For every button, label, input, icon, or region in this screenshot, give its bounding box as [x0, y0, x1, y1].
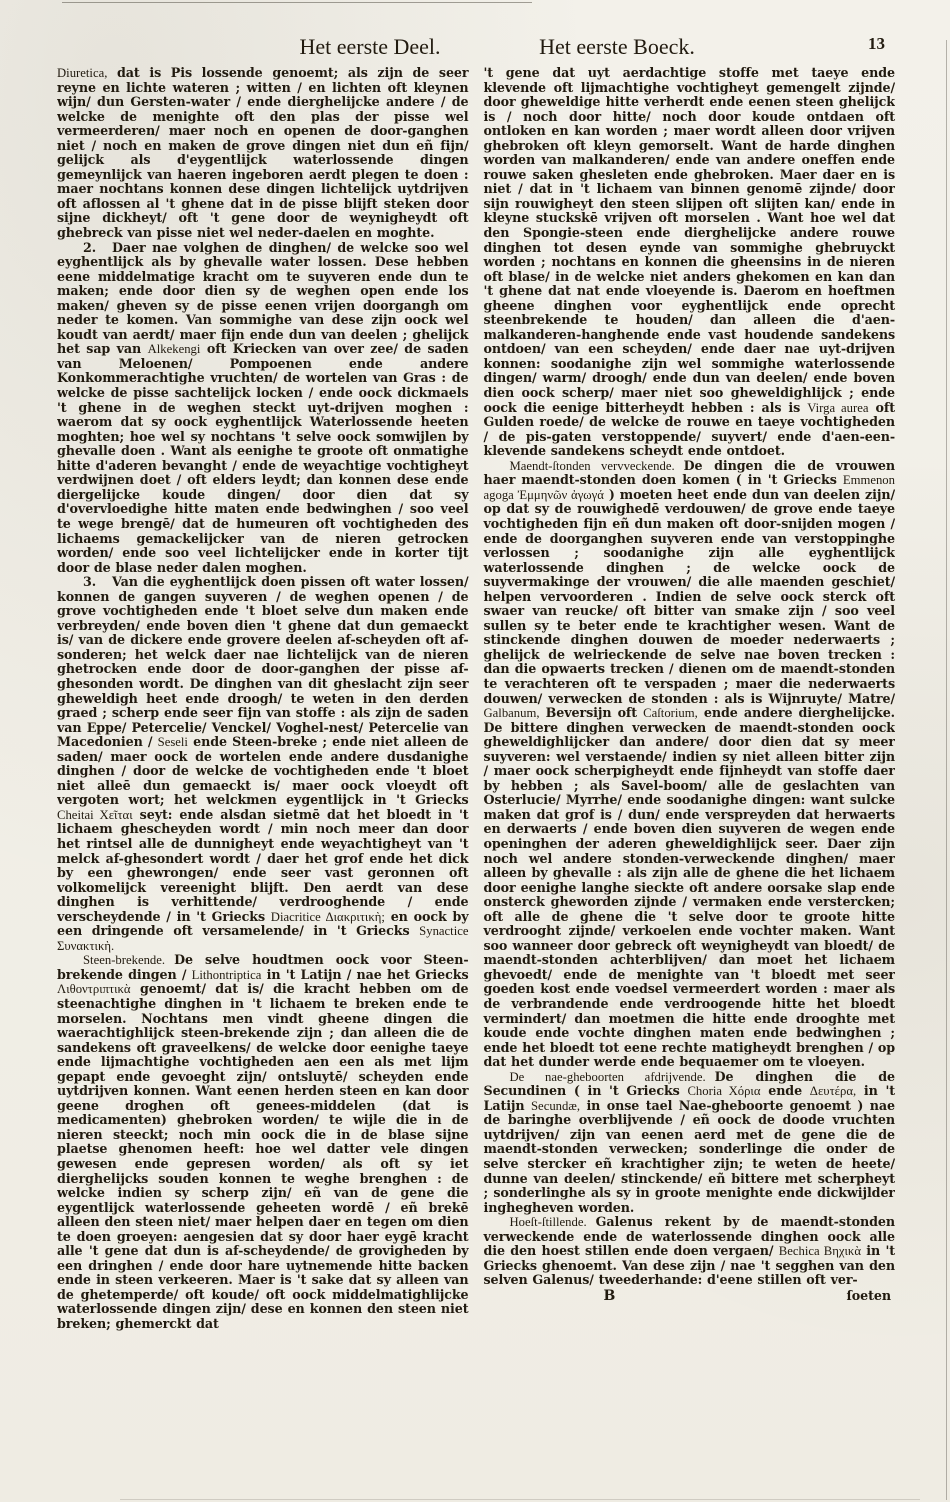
text-segment-roman: Lithontriptica	[191, 967, 262, 982]
text-segment-gothic: in 't Latijn / nae het Griecks	[261, 966, 469, 982]
running-header-book-title: Het eerste Boeck.	[539, 34, 695, 59]
text-segment-roman: Alkekengi	[147, 342, 201, 357]
text-segment-roman: Choria Χόρια	[687, 1084, 761, 1099]
paragraph-lead-heading: Maendt-ſtonden vervveckende.	[509, 458, 675, 473]
text-segment-roman: Λιθοντριπτικὰ	[57, 982, 131, 997]
catchword: ſoeten	[846, 1287, 891, 1303]
running-header	[0, 34, 950, 64]
text-segment-roman: Caſtorium,	[643, 706, 698, 721]
text-segment-roman: Secundæ,	[531, 1098, 580, 1113]
paragraph	[57, 66, 469, 241]
text-segment-gothic: ende Steen-breke ; ende niet alleen de saden/ maer oock de wortelen ende andere dusdanighe dinghen / door de welcke de vochtigheden ende 't bloet niet alleē dun gemaeckt is/ maer oock vloeydt oft vergoten wort; het welckmen eygentlijck in 't Griecks	[57, 734, 469, 808]
paragraph	[57, 241, 469, 576]
text-segment-gothic: ) moeten heet ende dun van deelen zijn/ op dat sy de rouwighedē verdouwen/ de grove ende taeye vochtigheden fijn eñ dun maken oft door-snijden mogen / ende de doorganghen suyveren ende van verstoppinghe verlossen ; soodanighe zijn alle eyghentlijck waterlossende dinghen ; de welcke oock de suyvermakinge der vrouwen/ die alle maenden geschiet/ helpen vervoorderen . Indien de selve oock sterck oft swaer van reucke/ oft bitter van smake zijn / soo veel sullen sy te beter ende te krachtigher wesen. Want de stinckende dinghen douwen de moeder nederwaerts ; ghelijck de welrieckende de selve nae boven trecken : dan die opwaerts trecken / dienen om de maendt-stonden te verachteren oft te verspaden ; maer die nederwaerts douwen/ verwecken de stonden : als is Wijnruyte/ Matre/	[483, 486, 895, 706]
text-segment-roman: Galbanum,	[483, 706, 540, 721]
text-segment-gothic: Van die eyghentlijck doen pissen oft water lossen/ konnen de gangen suyveren / de weghen openen / de grove vochtigheden ende 't bloet selve dun maken ende verbreyden/ ende boven dien 't ghene dat dun gemaeckt is/ van de dickere ende grovere deelen af-scheyden oft af-sonderen; het welck daer nae lichtelijck van de nieren ghetrocken ende door de door-ganghen der pisse af-ghesonden wordt. De dinghen van dit gheslacht zijn seer gheweldigh heet ende droogh/ te weten in den derden graed ; scherp ende seer fijn van stoffe : als zijn de saden van Eppe/ Petercelie/ Venckel/ Voghel-nest/ Petercelie van Macedonien /	[57, 574, 469, 750]
paragraph-lead-heading: Steen-brekende.	[83, 953, 166, 968]
scan-edge-top	[62, 2, 532, 3]
text-segment-gothic: genoemt/ dat is/ die kracht hebben om de steenachtighe dinghen in 't lichaem te breken ende te morselen. Nochtans men vindt gheene dingen die waerachtighlijck steen-brekende zijn ; dan alleen die de sandekens oft graveelkens/ de welcke door eenighe taeye ende lijmachtighe vochtigheden aen een als met lijm gepapt ende gevoeght zijn/ ontsluytē/ scheyden ende uytdrijven konnen. Want eenen herden steen en kan door geene droghen oft genees-middelen (dat is medicamenten) ghebroken worden/ te wijle die in de nieren steeckt; noch min oock die in de blase sijne plaetse ghenomen heeft: hoe wel datter vele dingen gewesen ende gepresen worden/ als oft sy iet dierghelijcks souden konnen te weghe brenghen : de welcke indien sy scherp zijn/ eñ van de gene die eygentlijck waterlossende geheeten wordē / eñ brekē alleen den steen niet/ maer helpen daer en tegen om dien te doen groeyen: aengesien dat sy door haer eygē kracht alle 't gene dat dun is af-scheydende/ de grovigheden by een dringhen / ende door hare uytnemende hitte backen ende in steen verkeeren. Maer is 't sake dat sy alleen van de ghetemperde/ oft koude/ oft oock middelmatighlijcke waterlossende dingen zijn/ dese en konnen den steen niet breken; ghemerckt dat	[57, 981, 469, 1332]
paragraph	[484, 1070, 896, 1215]
paragraph-number: 2.	[83, 239, 97, 255]
text-segment-gothic: oft Kriecken van over zee/ de saden van Meloenen/ Pompoenen ende andere Konkommerachtighe vruchten/ de wortelen van Gras : de welcke de pisse sachtelijck locken / ende oock dickmaels 't ghene in de weghen steckt uyt-drijven moghen : waerom dat sy oock eyghentlijck Waterlossende heeten moghten; hoe wel sy nochtans 't selve oock somwijlen by ghevalle doen . Want als eenighe te groote oft onmatighe hitte d'aderen bevanght / ende de weyachtige vochtigheyt verdwijnen doet / oft elders leydt; dan konnen dese ende diergelijcke koude dingen/ door dien dat sy d'overvloedighe hitte maten ende bedwinghen / soo veel te wege brengē/ dat de humeuren oft vochtigheden des lichaems gemackelijcker van de nieren getrocken worden/ ende soo veel lichtelijcker ende in korter tijt door de blase neder dalen moghen.	[57, 341, 469, 575]
text-segment-roman: Synactice Συνακτικὴ.	[57, 924, 469, 953]
text-segment-gothic: Galenus rekent by de maendt-stonden verweckende ende de waterlossende dinghen oock alle die den hoest stillen ende doen vergaen/	[483, 1214, 895, 1259]
text-segment-gothic: dat is Pis lossende genoemt; als zijn de seer reyne en lichte wateren ; witten / en lichten oft kleynen wijn/ dun Gersten-water / ende dierghelijcke andere / de welcke de menighte oft den plas der pisse wel vermeerderen/ maer noch en openen de door-ganghen niet / noch en maken de grove dingen niet dun eñ fijn/ gelijck als d'eygentlijck waterlossende dingen gemeynlijck van haeren ingeboren aerdt plegen te doen : maer nochtans konnen dese dingen lichtelijck uytdrijven oft aflossen al 't ghene dat in de pisse blijft steken door sijne dickheyt/ oft 't gene door de weynigheydt oft ghebreck van pisse niet wel neder-daelen en moghte.	[57, 66, 469, 241]
text-segment-gothic: Beversijn oft	[539, 705, 644, 721]
text-segment-gothic: in 't Latijn	[483, 1083, 895, 1113]
page-number: 13	[868, 34, 885, 53]
column-right	[484, 66, 896, 1466]
paragraph	[484, 66, 896, 459]
text-segment-gothic: De dinghen die de Secundinen ( in 't Griecks	[483, 1068, 895, 1099]
scan-edge-bottom	[120, 1499, 920, 1500]
text-segment-roman: Seseli	[157, 735, 188, 750]
signature-mark: B	[603, 1287, 616, 1304]
text-segment-gothic: 't gene dat uyt aerdachtige stoffe met taeye ende klevende oft lijmachtighe vochtigheyt gemengelt zijnde/ door gheweldige hitte verherdt ende eenen steen ghelijck is / noch door hitte/ noch door koude ontdaen oft ontloken en kan worden ; maer wordt alleen door vrijven ghebroken oft kleyn gemorselt. Want de harde dinghen worden van malkanderen/ ende van andere oneffen ende rouwe saken ghesleten ende ghebroken. Maer daer en is niet / dat in 't lichaem van binnen genomē zijnde/ door sijn rouwigheyt den steen slijpen oft slijten kan/ ende in kleyne stuckskē vrijven oft morselen . Want hoe wel dat den Spongie-steen ende dierghelijcke andere rouwe dinghen tot desen eynde van sommighe ghebruyckt worden ; nochtans en konnen die gheensins in de nieren oft blase/ in de welcke niet anders ghekomen en kan dan 't ghene dat nat ende vloeyende is. Daerom en hoeftmen gheene dinghen voor eyghentlijck ende oprecht steenbrekende te houden/ dan alleen die d'aen-malkanderen-hanghende ende vast houdende sandekens ontdoen/ van een scheyden/ ende daer nae uyt-drijven konnen: soodanighe zijn wel sommighe waterlossende dingen/ warm/ droogh/ ende dun van deelen/ ende boven dien oock scherp/ maer niet soo gheweldighlijck ; ende oock die eenige bitterheydt hebben : als is	[483, 66, 895, 415]
column-left	[57, 66, 469, 1466]
text-segment-roman: Cheitai Χεῖται	[57, 807, 133, 822]
paragraph-lead-heading: De nae-gheboorten afdrijvende.	[509, 1069, 706, 1084]
text-segment-roman: Diuretica,	[57, 66, 108, 80]
text-body	[57, 66, 895, 1466]
text-segment-roman: Diacritice Διακριτικὴ;	[270, 909, 385, 924]
text-segment-gothic: De dingen die de vrouwen haer maendt-stonden doen komen ( in 't Griecks	[483, 457, 895, 488]
paragraph-number: 3.	[83, 574, 97, 590]
paragraph	[57, 575, 469, 953]
text-segment-gothic: ende andere dierghelijcke. De bittere dinghen verwecken de maendt-stonden oock gheweldighlijcker dan andere/ door dien dat sy meer suyveren: wel verstaende/ indien sy niet alleen bitter zijn / maer oock scherpigheydt ende fijnheydt van stoffe daer by hebben ; als Savel-boom/ alle de geslachten van Osterlucie/ Myrrhe/ ende soodanighe dingen: want sulcke maken dat grof is / dun/ ende verspreyden dat herwaerts en derwaerts / ende boven dien suyveren de wegen ende openinghen der aderen gheweldighlijck seer. Daer zijn noch wel andere stonden-verweckende dinghen/ maer alleen by ghevalle : als zijn alle de ghene die het lichaem door eenighe langhe sieckte oft andere oorsake slap ende onsterck gheworden zijnde / vermaken ende verstercken; oft alle de ghene die 't selve door te groote hitte verdrooght zijnde/ verkoelen ende vochter maken. Want soo wanneer door gebreck oft weynigheydt van bloedt/ de maendt-stonden achterblijven/ dan moet het lichaem ghevoedt/ ende de menighte van 't bloedt met seer goeden kost ende voedsel vermeerdert worden : maer als de verbrandende ende verdroogende hitte het bloedt vermindert/ dan moetmen die hitte ende drooghte met koude ende vochte dinghen maten ende bedwinghen ; ende het bloedt tot eene rechte matigheydt brenghen / op dat het dunder werde ende bequaemer om te vloeyen.	[483, 705, 895, 1070]
text-segment-roman: Bechica Βηχικὰ	[778, 1244, 861, 1259]
text-segment-gothic: in 't Griecks ghenoemt. Van dese zijn / nae 't segghen van den selven Galenus/ tweederhande: d'eene stillen oft ver-	[483, 1243, 895, 1288]
running-header-part-title: Het eerste Deel.	[299, 34, 441, 59]
text-segment-gothic: ende	[760, 1083, 810, 1099]
text-segment-roman: Δευτέρα,	[809, 1084, 857, 1099]
text-segment-roman: Emmenon agoga Ἐμμηνῶν ἀγωγά	[483, 473, 895, 502]
paragraph	[57, 953, 469, 1331]
text-segment-gothic: Daer nae volghen de dinghen/ de welcke soo wel eyghentlijck als by ghevalle water lossen. Dese hebben eene middelmatige kracht om te suyveren ende dun te maken; ende door dien sy de weghen open ende los maken/ gheven sy de pisse eenen vrijen doorgangh om neder te komen. Van sommighe van dese zijn oock wel koudt van aerdt/ maer fijn ende dun van deelen ; ghelijck het sap van	[57, 239, 469, 357]
paragraph	[484, 459, 896, 1070]
text-segment-gothic: seyt: ende alsdan sietmē dat het bloedt in 't lichaem ghescheyden wordt / min noch meer dan door het rintsel alle de dunnigheyt ende weyachtigheyt van 't melck af-ghesondert wordt / daer het grof ende het dick by een ghewrongen/ ende seer vast geronnen oft volkomelijck vereenight blijft. Den aerdt van dese dinghen is verhittende/ verdrooghende / ende verscheydende / in 't Griecks	[57, 806, 469, 924]
text-segment-gothic: in onse tael Nae-gheboorte genoemt ) nae de baringhe overblijvende / eñ oock de doode vruchten uytdrijven/ zijn van eenen aerd met de gene die de maendt-stonden verwecken; sonderlinge die onder de selve stercker eñ krachtigher zijn; te weten de heete/ dunne van deelen/ stinckende/ eñ bittere met scherpheyt ; sonderlinghe als sy in groote menighte ende dickwijlder inghegheven worden.	[483, 1097, 895, 1215]
text-segment-gothic: en oock by een dringende oft versamelende/ in 't Griecks	[57, 908, 469, 939]
signature-line	[484, 1289, 896, 1304]
paragraph-lead-heading: Hoeſt-ſtillende.	[509, 1215, 587, 1230]
text-segment-roman: Virga aurea	[807, 400, 869, 415]
text-segment-gothic: De selve houdtmen oock voor Steen-brekende dingen /	[57, 952, 469, 982]
scan-edge-right	[946, 40, 947, 1500]
text-segment-gothic: oft Gulden roede/ de welcke de rouwe en taeye vochtigheden / de pis-gaten verstoppende/ suyvert/ ende d'aen-een-klevende sandekens scheydt ende ontdoet.	[483, 399, 895, 459]
paragraph	[484, 1215, 896, 1288]
